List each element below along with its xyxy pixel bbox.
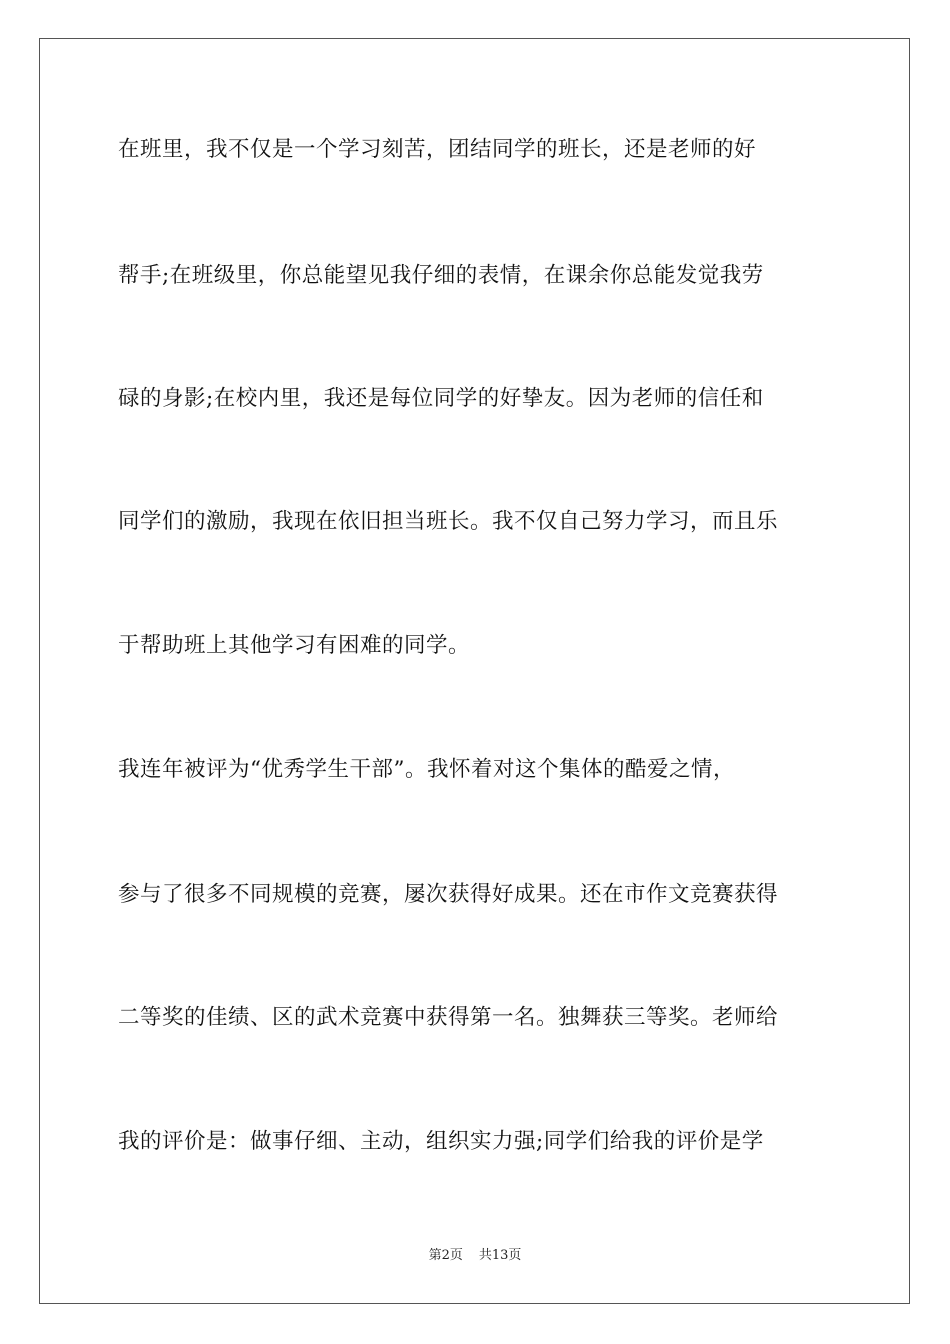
text-line: 参与了很多不同规模的竞赛，屡次获得好成果。还在市作文竞赛获得 — [118, 882, 779, 907]
text-line: 我连年被评为“优秀学生干部”。我怀着对这个集体的酷爱之情， — [118, 757, 735, 782]
total-page-count: 共13页 — [478, 1248, 522, 1263]
text-line: 于帮助班上其他学习有困难的同学。 — [118, 633, 471, 658]
text-line: 在班里，我不仅是一个学习刻苦，团结同学的班长，还是老师的好 — [118, 137, 757, 162]
text-line: 二等奖的佳绩、区的武术竞赛中获得第一名。独舞获三等奖。老师给 — [118, 1005, 779, 1030]
text-line: 碌的身影;在校内里，我还是每位同学的好挚友。因为老师的信任和 — [118, 386, 764, 411]
text-line: 同学们的激励，我现在依旧担当班长。我不仅自己努力学习，而且乐 — [118, 509, 779, 534]
page-border — [39, 38, 910, 1304]
text-line: 帮手;在班级里，你总能望见我仔细的表情，在课余你总能发觉我劳 — [118, 263, 764, 288]
text-line: 我的评价是：做事仔细、主动，组织实力强;同学们给我的评价是学 — [118, 1129, 764, 1154]
current-page-number: 第2页 — [428, 1248, 463, 1263]
page-footer — [0, 1248, 950, 1264]
